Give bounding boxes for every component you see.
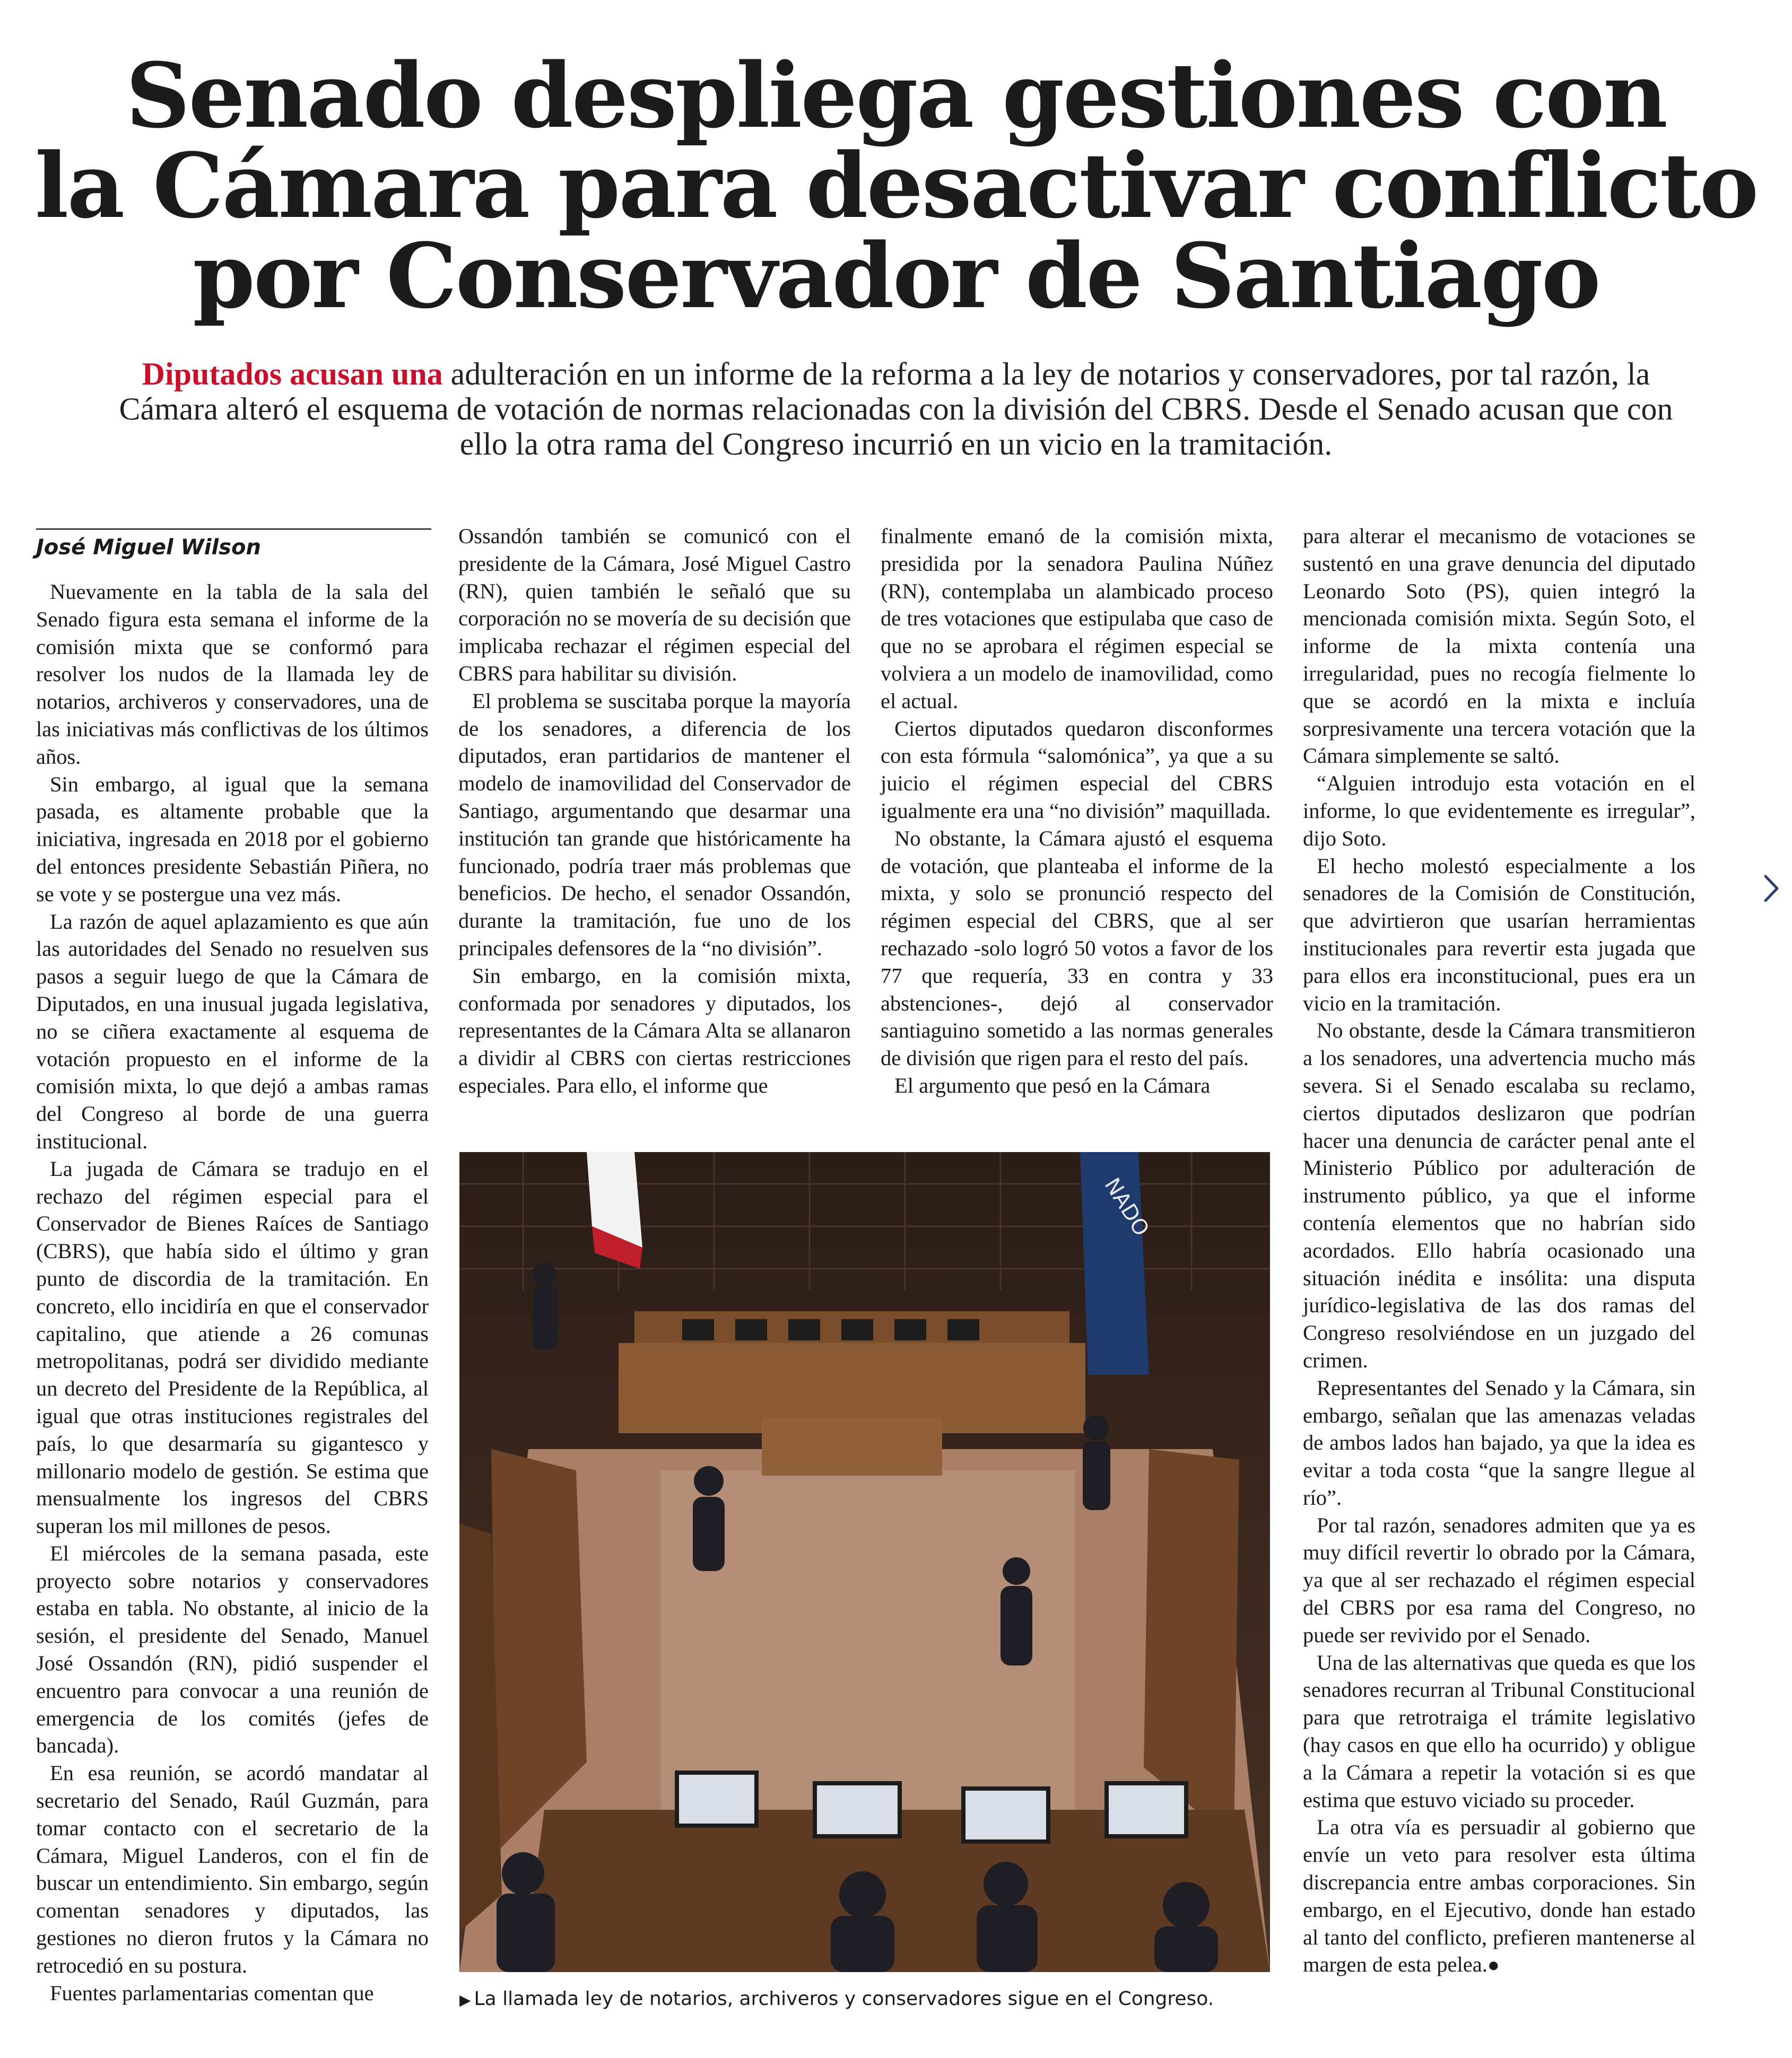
paragraph-text: Por tal razón, senadores admiten que ya es muy difícil revertir lo obrado por la Cámara, ya que al ser rechazado el régimen especial del CBRS por esa rama del Congreso, no puede ser revivido por el Senado. <box>1303 1513 1695 1647</box>
photo-banner-text: NADO <box>1099 1173 1154 1241</box>
article-paragraph <box>1303 770 1695 852</box>
article-column-2 <box>458 522 851 1122</box>
article-paragraph <box>1303 522 1695 770</box>
photo-caption <box>459 1986 1287 2013</box>
article-paragraph <box>36 771 429 908</box>
article-paragraph <box>36 1979 429 2007</box>
end-mark-icon: ● <box>1487 1954 1500 1977</box>
article-column-1 <box>36 578 429 2058</box>
paragraph-text: No obstante, desde la Cámara transmitieron a los senadores, una advertencia mucho más severa. Si el Senado escalaba su reclamo, ciertos diputados deslizaron que podrían hacer una denuncia de carácter penal ante el Ministerio Público por adulteración de instrumento público, ya que el informe contenía elementos que no habrían sido acordados. Ello habría ocasionado una situación inédita e insólita: una disputa jurídico-legislativa de las dos ramas del Congreso resolviéndose en un juzgado del crimen. <box>1303 1018 1695 1372</box>
paragraph-text: Fuentes parlamentarias comentan que <box>50 1981 374 2005</box>
paragraph-text: El hecho molestó especialmente a los senadores de la Comisión de Constitución, que advirtieron que usarían herramientas institucionales para revertir esta jugada que para ellos era inconstitucional, pues era un vicio en la tramitación. <box>1303 853 1695 1015</box>
caption-marker-icon: ▶ <box>459 1991 471 2009</box>
article-paragraph <box>1303 852 1695 1017</box>
paragraph-text: El miércoles de la semana pasada, este proyecto sobre notarios y conservadores estaba en tabla. No obstante, al inicio de la sesión, el presidente del Senado, Manuel José Ossandón (RN), pidió suspender el encuentro para convocar a una reunión de emergencia de los comités (jefes de bancada). <box>36 1541 429 1758</box>
article-paragraph <box>881 715 1273 825</box>
paragraph-text: finalmente emanó de la comisión mixta, presidida por la senadora Paulina Núñez (RN), contemplaba un alambicado proceso de tres votaciones que estipulaba que caso de que no se aprobara el régimen especial se volviera a un modelo de inamovilidad, como el actual. <box>881 524 1273 713</box>
paragraph-text: Representantes del Senado y la Cámara, sin embargo, señalan que las amenazas veladas de ambos lados han bajado, ya que la idea es evitar a toda costa “que la sangre llegue al río”. <box>1303 1375 1695 1510</box>
paragraph-text: “Alguien introdujo esta votación en el informe, lo que evidentemente es irregular”, dijo Soto. <box>1303 771 1695 850</box>
paragraph-text: En esa reunión, se acordó mandatar al secretario del Senado, Raúl Guzmán, para tomar contacto con el secretario de la Cámara, Miguel Landeros, con el fin de buscar un entendimiento. Sin embargo, según comentan senadores y diputados, las gestiones no dieron frutos y la Cámara no retrocedió en su postura. <box>36 1761 429 1977</box>
headline-line: Senado despliega gestiones con <box>126 43 1666 148</box>
headline-line: la Cámara para desactivar conflicto <box>34 133 1758 238</box>
deck-lead: Diputados acusan una <box>142 356 443 391</box>
article-paragraph <box>36 1540 429 1759</box>
paragraph-text: Sin embargo, al igual que la semana pasada, es altamente probable que la iniciativa, ingresada en 2018 por el gobierno del entonces presidente Sebastián Piñera, no se vote y se postergue una vez más. <box>36 772 429 906</box>
article-paragraph <box>1303 1649 1695 1814</box>
senate-chamber-photo <box>459 1152 1270 1972</box>
article-paragraph <box>1303 1017 1695 1374</box>
caption-text: La llamada ley de notarios, archiveros y conservadores sigue en el Congreso. <box>474 1988 1214 2010</box>
article-paragraph <box>458 962 851 1100</box>
article-paragraph <box>881 825 1273 1072</box>
article-paragraph <box>1303 1813 1695 1979</box>
paragraph-text: El argumento que pesó en la Cámara <box>894 1073 1211 1097</box>
headline-line: por Conservador de Santiago <box>193 223 1599 328</box>
paragraph-text: Sin embargo, en la comisión mixta, conformada por senadores y diputados, los representantes de la Cámara Alta se allanaron a dividir al CBRS con ciertas restricciones especiales. Para ello, el informe que <box>458 963 851 1097</box>
paragraph-text: La otra vía es persuadir al gobierno que envíe un veto para resolver esta última discrepancia entre ambas corporaciones. Sin embargo, en el Ejecutivo, donde han estado al tanto del conflicto, prefieren mantenerse al margen de esta pelea. <box>1303 1815 1695 1977</box>
headline <box>0 43 1792 328</box>
photo-illustration <box>459 1152 1270 1972</box>
article-paragraph <box>36 908 429 1155</box>
article-paragraph <box>458 687 851 962</box>
deck-subtitle <box>95 356 1697 461</box>
article-paragraph <box>1303 1374 1695 1512</box>
paragraph-text: El problema se suscitaba porque la mayoría de los senadores, a diferencia de los diputados, eran partidarios de mantener el modelo de inamovilidad del Conservador de Santiago, argumentando que desarmar una institución tan grande que históricamente ha funcionado, podría traer más problemas que beneficios. De hecho, el senador Ossandón, durante la tramitación, fue uno de los principales defensores de la “no división”. <box>458 688 851 960</box>
paragraph-text: Una de las alternativas que queda es que los senadores recurran al Tribunal Constitucional para que retrotraiga el trámite legislativo (hay casos en que ello ha ocurrido) y obligue a la Cámara a repetir la votación si es que estima que estuvo viciado su proceder. <box>1303 1650 1695 1812</box>
deck-text: adulteración en un informe de la reforma a la ley de notarios y conservadores, por tal razón, la Cámara alteró el esquema de votación de normas relacionadas con la división del CBRS. Desde el Senado acusan que con ello la otra rama del Congreso incurrió en un vicio en la tramitación. <box>119 356 1673 461</box>
article-column-3 <box>881 522 1273 1122</box>
paragraph-text: No obstante, la Cámara ajustó el esquema de votación, que planteaba el informe de la mixta, y solo se pronunció respecto del régimen especial del CBRS, que al ser rechazado -solo logró 50 votos a favor de los 77 que requería, 33 en contra y 33 abstenciones-, dejó al conservador santiaguino sometido a las normas generales de división que rigen para el resto del país. <box>881 826 1273 1070</box>
article-paragraph <box>36 1155 429 1540</box>
chevron-right-icon[interactable] <box>1760 870 1784 907</box>
article-paragraph <box>458 522 851 687</box>
article-paragraph <box>36 1759 429 1979</box>
paragraph-text: para alterar el mecanismo de votaciones se sustentó en una grave denuncia del diputado Leonardo Soto (PS), quien integró la mencionada comisión mixta. Según Soto, el informe de la mixta contenía una irregularidad, pues no recogía fielmente lo que se acordó en la mixta e incluía sorpresivamente una tercera votación que la Cámara simplemente se saltó. <box>1303 524 1695 768</box>
paragraph-text: La razón de aquel aplazamiento es que aún las autoridades del Senado no resuelven sus pasos a seguir luego de que la Cámara de Diputados, en una inusual jugada legislativa, no se ciñera exactamente al esquema de votación propuesto en el informe de la comisión mixta, lo que dejó a ambas ramas del Congreso al borde de una guerra institucional. <box>36 909 429 1153</box>
paragraph-text: Ossandón también se comunicó con el presidente de la Cámara, José Miguel Castro (RN), quien también le señaló que su corporación no se movería de su decisión que implicaba rechazar el régimen especial del CBRS para habilitar su división. <box>458 524 851 685</box>
article-paragraph <box>881 522 1273 715</box>
paragraph-text: Nuevamente en la tabla de la sala del Senado figura esta semana el informe de la comisión mixta que se conformó para resolver los nudos de la llamada ley de notarios, archiveros y conservadores, una de las iniciativas más conflictivas de los últimos años. <box>36 580 429 769</box>
article-paragraph <box>36 578 429 771</box>
article-column-4 <box>1303 522 1695 2002</box>
chevron-right-icon-svg <box>1760 870 1784 907</box>
paragraph-text: La jugada de Cámara se tradujo en el rechazo del régimen especial para el Conservador de Bienes Raíces de Santiago (CBRS), que había sido el último y gran punto de discordia de la tramitación. En concreto, ello incidiría en que el conservador capitalino, que atiende a 26 comunas metropolitanas, podrá ser dividido mediante un decreto del Presidente de la República, al igual que otras instituciones registrales del país, lo que desarmaría su gigantesco y millonario modelo de gestión. Se estima que mensualmente los ingresos del CBRS superan los mil millones de pesos. <box>36 1156 429 1538</box>
article-paragraph <box>881 1072 1273 1100</box>
paragraph-text: Ciertos diputados quedaron disconformes con esta fórmula “salomónica”, ya que a su juicio el régimen especial del CBRS igualmente era una “no división” maquillada. <box>881 716 1273 823</box>
byline: José Miguel Wilson <box>36 528 431 561</box>
article-paragraph <box>1303 1512 1695 1649</box>
